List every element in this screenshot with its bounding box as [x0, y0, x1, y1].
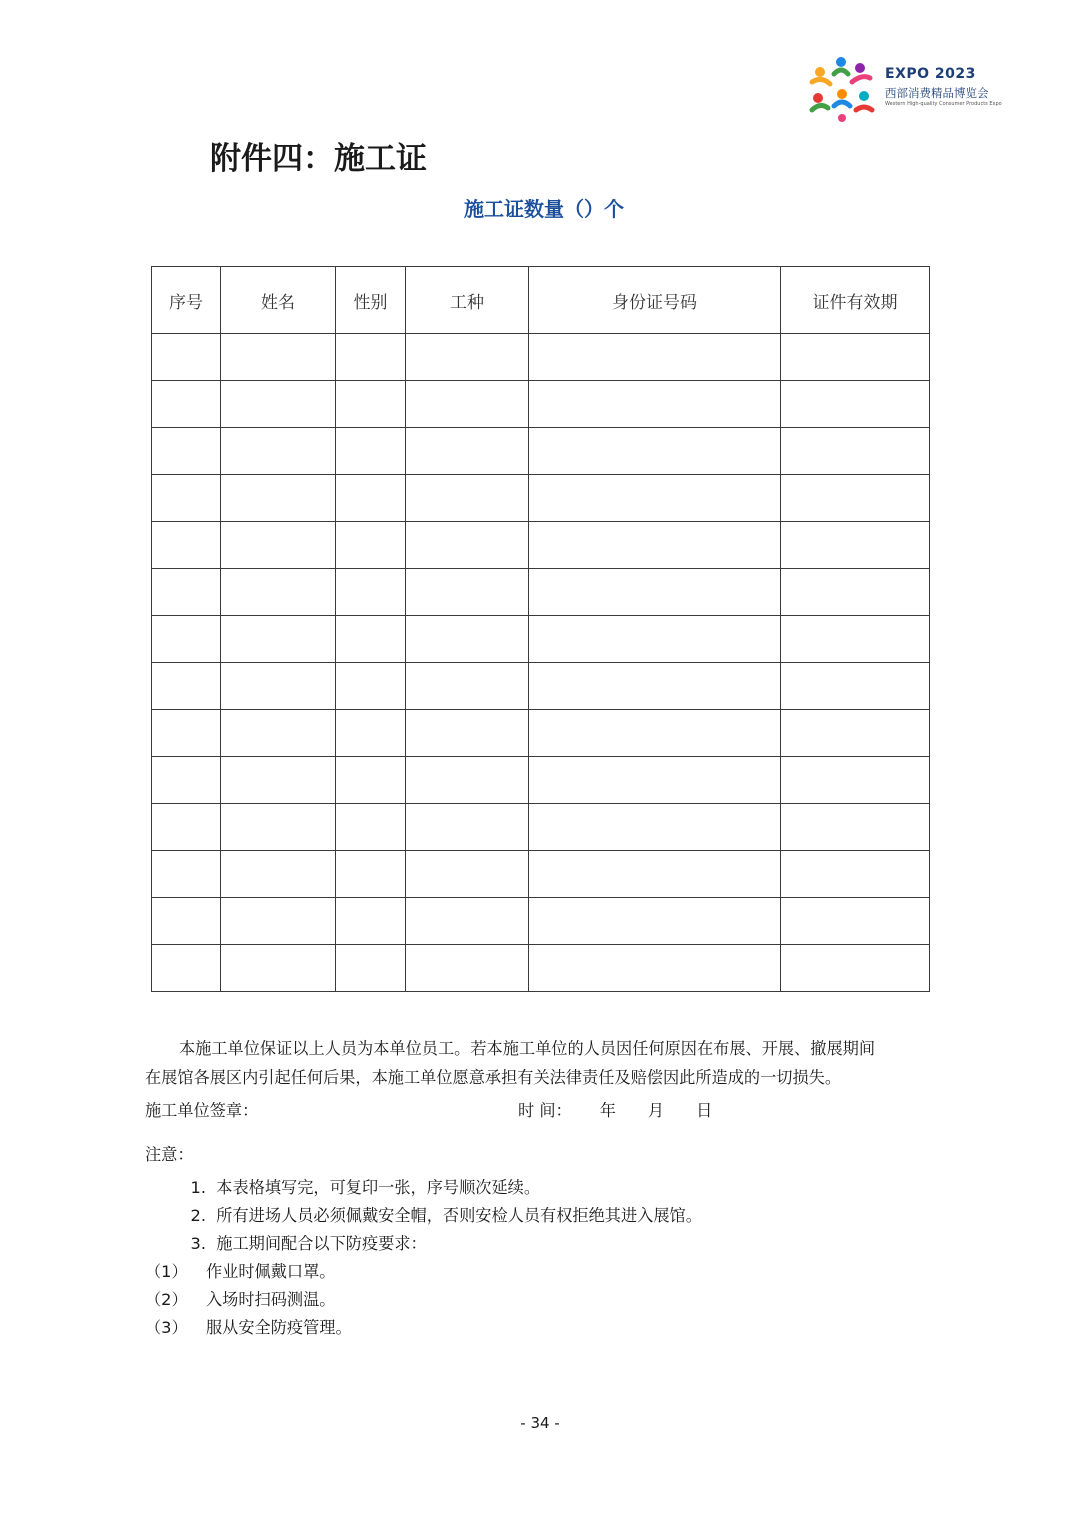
logo-chinese-name: 西部消费精品博览会 — [885, 86, 989, 100]
table-cell[interactable] — [152, 569, 221, 616]
list-item — [145, 1174, 945, 1202]
table-cell[interactable] — [336, 663, 406, 710]
header-name: 姓名 — [221, 267, 336, 334]
table-cell[interactable] — [221, 569, 336, 616]
table-cell[interactable] — [781, 616, 930, 663]
table-cell[interactable] — [406, 569, 529, 616]
table-row — [152, 522, 930, 569]
table-cell[interactable] — [152, 475, 221, 522]
table-cell[interactable] — [152, 945, 221, 992]
header-id-number: 身份证号码 — [529, 267, 781, 334]
table-cell[interactable] — [406, 616, 529, 663]
table-cell[interactable] — [336, 522, 406, 569]
table-cell[interactable] — [529, 569, 781, 616]
table-cell[interactable] — [221, 475, 336, 522]
note-sub-marker: （2） — [145, 1290, 188, 1309]
table-cell[interactable] — [221, 898, 336, 945]
table-cell[interactable] — [529, 381, 781, 428]
table-cell[interactable] — [781, 428, 930, 475]
table-cell[interactable] — [406, 710, 529, 757]
table-cell[interactable] — [781, 663, 930, 710]
table-cell[interactable] — [221, 334, 336, 381]
table-cell[interactable] — [781, 851, 930, 898]
note-sub-marker: （3） — [145, 1318, 188, 1337]
table-header-row — [152, 267, 930, 334]
table-cell[interactable] — [221, 522, 336, 569]
logo-english-name: Western High-quality Consumer Products Expo — [885, 101, 1002, 107]
table-cell[interactable] — [529, 428, 781, 475]
table-cell[interactable] — [336, 569, 406, 616]
table-cell[interactable] — [336, 710, 406, 757]
day-label: 日 — [696, 1101, 713, 1120]
table-cell[interactable] — [529, 475, 781, 522]
header-validity-period: 证件有效期 — [781, 267, 930, 334]
table-cell[interactable] — [336, 804, 406, 851]
table-row — [152, 851, 930, 898]
table-cell[interactable] — [529, 616, 781, 663]
month-label: 月 — [647, 1101, 665, 1120]
time-label: 时 间： — [518, 1101, 572, 1120]
table-cell[interactable] — [221, 804, 336, 851]
table-cell[interactable] — [221, 757, 336, 804]
table-cell[interactable] — [336, 334, 406, 381]
note-marker: 2. — [190, 1206, 206, 1225]
table-cell[interactable] — [529, 945, 781, 992]
table-cell[interactable] — [221, 428, 336, 475]
table-cell[interactable] — [529, 710, 781, 757]
header-serial-number: 序号 — [152, 267, 221, 334]
table-cell[interactable] — [406, 334, 529, 381]
table-cell[interactable] — [406, 945, 529, 992]
notes-list — [145, 1174, 945, 1342]
note-marker: 3. — [190, 1234, 206, 1253]
table-cell[interactable] — [406, 757, 529, 804]
list-item — [145, 1230, 945, 1258]
table-cell[interactable] — [781, 522, 930, 569]
table-cell[interactable] — [406, 428, 529, 475]
table-cell[interactable] — [152, 381, 221, 428]
table-cell[interactable] — [152, 522, 221, 569]
note-text: 本表格填写完，可复印一张，序号顺次延续。 — [216, 1178, 541, 1197]
table-cell[interactable] — [529, 851, 781, 898]
table-row — [152, 663, 930, 710]
table-cell[interactable] — [529, 757, 781, 804]
note-text: 所有进场人员必须佩戴安全帽，否则安检人员有权拒绝其进入展馆。 — [216, 1206, 702, 1225]
page-number: - 34 - — [520, 1414, 560, 1432]
year-label: 年 — [599, 1101, 616, 1120]
table-cell[interactable] — [336, 945, 406, 992]
logo-title: EXPO 2023 — [885, 66, 976, 82]
note-text: 服从安全防疫管理。 — [206, 1318, 352, 1337]
list-item — [145, 1286, 945, 1314]
expo-logo-icon — [808, 54, 878, 124]
note-sub-marker: （1） — [145, 1262, 188, 1281]
table-cell[interactable] — [781, 945, 930, 992]
table-row — [152, 804, 930, 851]
declaration-paragraph — [145, 1034, 950, 1092]
table-cell[interactable] — [336, 757, 406, 804]
table-row — [152, 334, 930, 381]
table-cell[interactable] — [406, 381, 529, 428]
list-item — [145, 1258, 945, 1286]
note-text: 入场时扫码测温。 — [206, 1290, 336, 1309]
table-cell[interactable] — [336, 851, 406, 898]
table-cell[interactable] — [529, 804, 781, 851]
table-cell[interactable] — [406, 663, 529, 710]
note-marker: 1. — [190, 1178, 206, 1197]
note-text: 作业时佩戴口罩。 — [206, 1262, 336, 1281]
table-cell[interactable] — [336, 381, 406, 428]
table-cell[interactable] — [781, 898, 930, 945]
table-row — [152, 757, 930, 804]
table-cell[interactable] — [152, 898, 221, 945]
note-text: 施工期间配合以下防疫要求： — [216, 1234, 427, 1253]
table-cell[interactable] — [529, 334, 781, 381]
table-cell[interactable] — [529, 898, 781, 945]
table-cell[interactable] — [221, 851, 336, 898]
table-row — [152, 428, 930, 475]
table-cell[interactable] — [781, 757, 930, 804]
table-cell[interactable] — [529, 663, 781, 710]
table-cell[interactable] — [781, 381, 930, 428]
unit-signature-label: 施工单位签章： — [145, 1101, 259, 1120]
table-cell[interactable] — [152, 334, 221, 381]
table-cell[interactable] — [152, 616, 221, 663]
expo-logo — [808, 54, 1008, 124]
table-cell[interactable] — [152, 428, 221, 475]
table-cell[interactable] — [406, 804, 529, 851]
notes-heading: 注意： — [145, 1145, 194, 1164]
table-row — [152, 616, 930, 663]
table-cell[interactable] — [406, 475, 529, 522]
table-row — [152, 381, 930, 428]
table-row — [152, 569, 930, 616]
table-cell[interactable] — [781, 475, 930, 522]
permit-count-prefix: 施工证数量（ — [464, 197, 584, 221]
table-cell[interactable] — [152, 663, 221, 710]
table-cell[interactable] — [336, 475, 406, 522]
permit-count-suffix: ）个 — [584, 197, 624, 221]
document-title: 附件四：施工证 — [210, 141, 427, 177]
permit-count-line — [0, 193, 1080, 222]
table-cell[interactable] — [221, 381, 336, 428]
construction-permit-table — [151, 266, 930, 992]
table-row — [152, 945, 930, 992]
table-cell[interactable] — [152, 757, 221, 804]
header-job-type: 工种 — [406, 267, 529, 334]
table-cell[interactable] — [152, 804, 221, 851]
table-cell[interactable] — [781, 710, 930, 757]
time-field — [518, 1097, 712, 1121]
table-cell[interactable] — [336, 616, 406, 663]
table-cell[interactable] — [152, 851, 221, 898]
header-gender: 性别 — [336, 267, 406, 334]
table-cell[interactable] — [336, 898, 406, 945]
table-row — [152, 710, 930, 757]
table-cell[interactable] — [406, 522, 529, 569]
table-cell[interactable] — [781, 334, 930, 381]
list-item — [145, 1202, 945, 1230]
table-cell[interactable] — [221, 663, 336, 710]
table-cell[interactable] — [152, 710, 221, 757]
table-cell[interactable] — [781, 804, 930, 851]
declaration-line-1: 本施工单位保证以上人员为本单位员工。若本施工单位的人员因任何原因在布展、开展、撤展期间 — [179, 1039, 876, 1058]
table-cell[interactable] — [781, 569, 930, 616]
list-item — [145, 1314, 945, 1342]
table-body — [152, 334, 930, 992]
table-row — [152, 898, 930, 945]
table-cell[interactable] — [221, 945, 336, 992]
declaration-line-2: 在展馆各展区内引起任何后果，本施工单位愿意承担有关法律责任及赔偿因此所造成的一切损失。 — [145, 1068, 842, 1087]
table-cell[interactable] — [221, 616, 336, 663]
table-cell[interactable] — [221, 710, 336, 757]
table-cell[interactable] — [336, 428, 406, 475]
table-cell[interactable] — [529, 522, 781, 569]
table-cell[interactable] — [406, 898, 529, 945]
table-row — [152, 475, 930, 522]
table-cell[interactable] — [406, 851, 529, 898]
